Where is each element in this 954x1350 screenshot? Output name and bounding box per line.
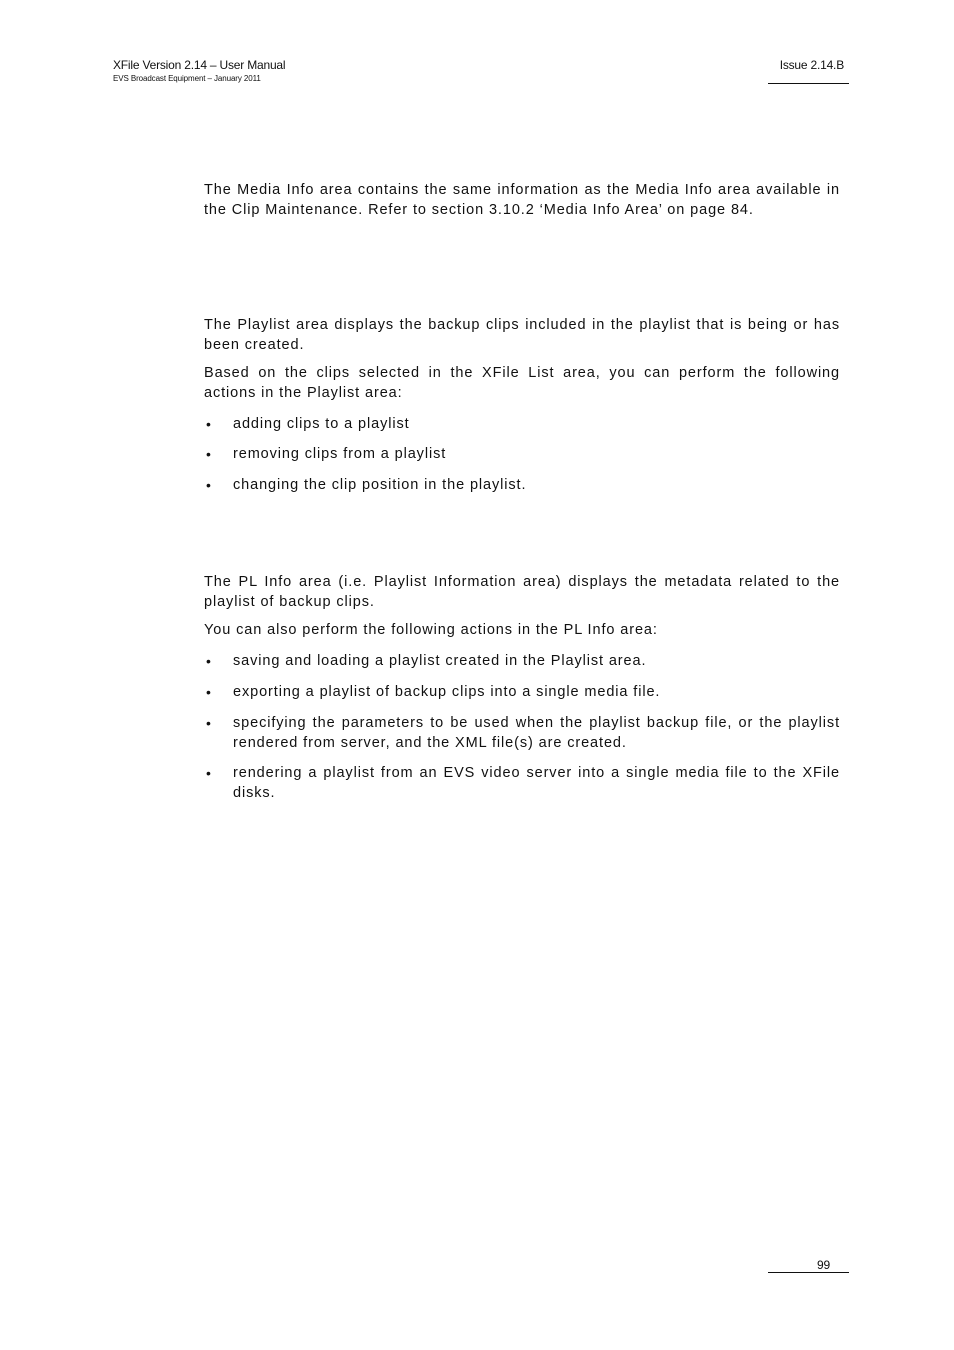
bullet-icon: • xyxy=(206,715,211,731)
media-info-paragraph: The Media Info area contains the same information as the Media Info area available in the Clip Maintenance. Refer to section 3.10.2 ‘Media Info Area’ on page 84. xyxy=(204,182,840,218)
playlist-paragraph-1: The Playlist area displays the backup clips included in the playlist that is being or has been created. xyxy=(204,317,840,353)
pl-info-bullet-text: saving and loading a playlist created in the Playlist area. xyxy=(233,653,647,669)
bullet-icon: • xyxy=(206,416,211,432)
header-issue: Issue 2.14.B xyxy=(779,58,844,72)
pl-info-paragraph-2: You can also perform the following actions in the PL Info area: xyxy=(204,622,658,638)
pl-info-bullet-text: rendering a playlist from an EVS video server into a single media file to the XFile disks. xyxy=(233,765,840,801)
pl-info-bullet-text: specifying the parameters to be used when the playlist backup file, or the playlist rendered from server, and the XML file(s) are created. xyxy=(233,715,840,751)
bullet-icon: • xyxy=(206,653,211,669)
pl-info-paragraph-1: The PL Info area (i.e. Playlist Information area) displays the metadata related to the playlist of backup clips. xyxy=(204,574,840,610)
footer-rule xyxy=(768,1272,849,1273)
playlist-bullet-text: changing the clip position in the playlist. xyxy=(233,477,527,493)
bullet-icon: • xyxy=(206,477,211,493)
bullet-icon: • xyxy=(206,684,211,700)
bullet-icon: • xyxy=(206,446,211,462)
header-title: XFile Version 2.14 – User Manual xyxy=(113,58,286,72)
pl-info-bullet-text: exporting a playlist of backup clips into a single media file. xyxy=(233,684,661,700)
playlist-paragraph-2: Based on the clips selected in the XFile List area, you can perform the following actions in the Playlist area: xyxy=(204,365,840,401)
header-subtitle: EVS Broadcast Equipment – January 2011 xyxy=(113,74,261,83)
page-number: 99 xyxy=(817,1258,830,1272)
playlist-bullet-text: adding clips to a playlist xyxy=(233,416,410,432)
header-rule xyxy=(768,83,849,84)
bullet-icon: • xyxy=(206,765,211,781)
playlist-bullet-text: removing clips from a playlist xyxy=(233,446,447,462)
